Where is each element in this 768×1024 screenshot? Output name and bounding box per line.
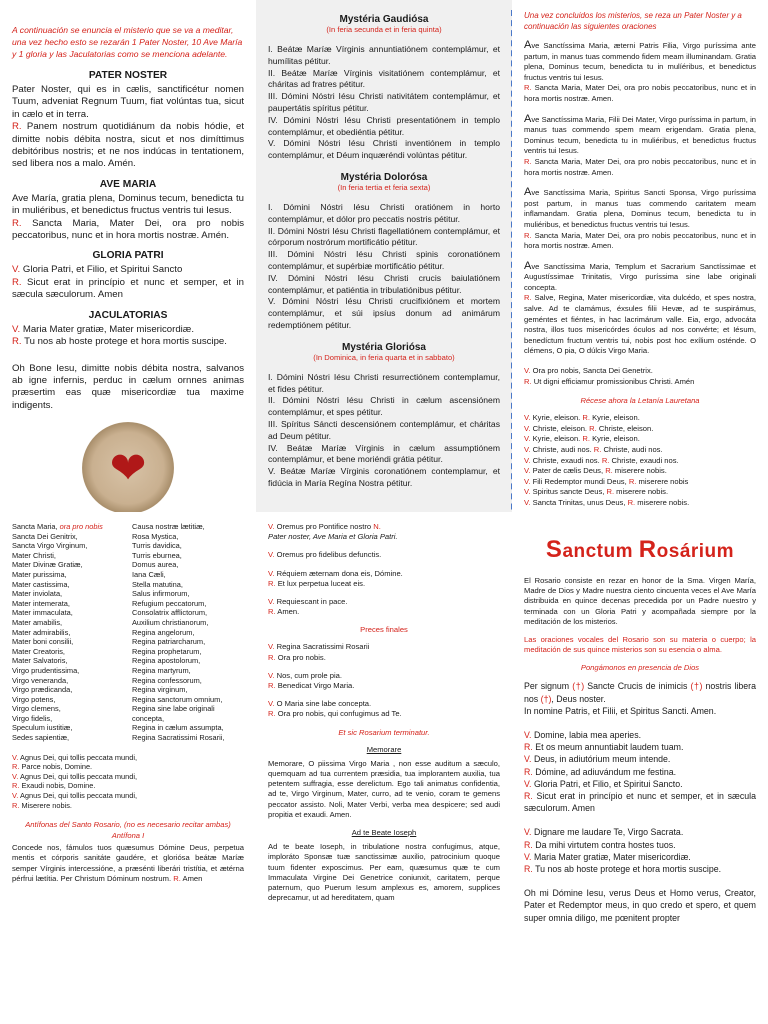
ora-pro-nobis-label: ora pro nobis	[59, 522, 103, 531]
list-item: Mater Christi,	[12, 550, 56, 560]
list-item: Regina prophetarum,	[132, 646, 202, 656]
list-item: Virgo prædicanda,	[12, 685, 73, 695]
list-item: Refugium peccatorum,	[132, 598, 207, 608]
litany-column-left	[12, 522, 124, 743]
list-item: Regina angelorum,	[132, 627, 195, 637]
jaculatorias-title: JACULATORIAS	[88, 309, 168, 321]
list-item: V. Kyrie, eleison. R. Kyrie, eleison.	[524, 413, 640, 423]
list-item: Iana Cæli,	[132, 569, 166, 579]
preces-finales-title: Preces finales	[360, 625, 408, 635]
gloria-patri-text: V. Gloria Patri, et Filio, et Spiritui Sancto R. Sicut erat in princípio et nunc et semper, et in sæcula sæculorum. Amen	[12, 264, 244, 301]
panel-mysteries	[256, 0, 512, 512]
panel-final-prayers	[512, 0, 768, 512]
list-item: Mater Divinæ Gratiæ,	[12, 560, 83, 570]
panel-prayers-basic	[0, 0, 256, 512]
pater-noster-text: Pater Noster, qui es in cælis, sanctificétur nomen Tuum, adveniat Regnum Tuum, fiat volúntas tua, sicut in cælo et in terra. R. Panem nostrum quotidiánum da nobis hódie, et dimitte nobis débita nostra, sicut et nos dimíttimus debitóribus nostris; et ne nos indúcas in tentationem, sed libera nos a malo. Amén.	[12, 84, 244, 170]
litany-columns	[12, 522, 244, 743]
ave-sanctissima-4: Ave Sanctíssima Maria, Templum et Sacrarium Sanctíssimae et Augustíssimae Trinitatis, Virgo puríssima sine labe originali concepta. R. Salve, Regina, Mater misericordiæ, vita dulcédo, et spes nostra, salve. Ad te clamámus, éxsules filii Hevæ, ad te suspirámus, geméntes et fiéntes, in hac lacrimárum valle. Eia, ergo, advocáta nostra, illos tuos misericórdes óculos ad nos convérte; et Iésum, benedíctum fructum ventris tui, nobis post hoc exílium osténde. O clémens, O pia, O dúlcis Virgo Maria.	[524, 259, 756, 356]
list-item: Sancta Maria, ora pro nobis	[12, 522, 103, 531]
list-item: Virgo prudentissima,	[12, 665, 80, 675]
list-item: Sancta Dei Genitrix,	[12, 531, 78, 541]
requiescant: V. Requiescant in pace. R. Amen.	[268, 597, 348, 617]
mysteria-gloriosa-list: I. Dómini Nóstri Iésu Christi resurrectiónem contemplamur, et fides pétitur. II. Dómini Nóstri Iésu Christi in cælum ascensiónem contemplámur, et spes pétitur. III. Spíritus Sáncti descensiónem contemplámur, et cháritas ad Deum pétitur. IV. Beátæ Maríæ Vírginis in cælum assumptiónem contemplámur, et bene moriéndi grátia pétitur. V. Beátæ Maríæ Vírginis coronatiónem contemplamur, et fidúcia in María Regína Nostra pétitur.	[268, 371, 500, 488]
rosary-description: El Rosario consiste en rezar en honor de la Sma. Virgen María, Madre de Dios y Madre nuestra ciento cincuenta veces el Ave María distribuida en quince decenas precedida por un Padre nuestro y terminada con un Gloria Patri y acompañada siempre por la meditación de los misterios.	[524, 576, 756, 626]
per-signum: Per signum (†) Sancte Crucis de inimicis (†) nostris libera nos (†), Deus noster. In nomine Patris, et Filii, et Spiritus Sancti. Amen.	[524, 681, 756, 716]
o-maria-sine-labe: V. O Maria sine labe concepta. R. Ora pro nobis, qui confugimus ad Te.	[268, 699, 402, 719]
oh-bone-iesu-text: Oh Bone Iesu, dimitte nobis débita nostra, salvanos ab igne infernis, perduc in cælum ornnes animas præsertim eas quæ misericordiæ tua maxime indigents.	[12, 362, 244, 411]
ave-sanctissima-3: Ave Sanctíssima Maria, Spiritus Sancti Sponsa, Virgo puríssima post partum, in manus tuas commendo caritatem meam inflamandam. Gratia plena, Dominus tecum, benedicta tu in muliéribus, et benedictus fructus ventris tui Iesus. R. Sancta Maria, Mater Dei, ora pro nobis peccatoribus, nunc et in hora mortis nostræ. Amen.	[524, 186, 756, 251]
list-item: Regina in cælum assumpta,	[132, 723, 224, 733]
list-item: Regina sanctorum omnium,	[132, 694, 223, 704]
presencia-de-dios: Pongámonos en presencia de Dios	[580, 663, 700, 673]
cover-title: Sanctum Rosárium	[545, 536, 735, 563]
memorare-text: Memorare, O piissima Virgo Maria , non esse auditum a sæculo, quemquam ad tua currentem præsidia, tua implorantem auxilia, tua petentem suffragia, esse derelictum. Ego tali animatus confidentia, ad te, Virgo Virginum, Mater, curro, ad te venio, coram te gemens peccator assisto. Noli, Mater Verbi, verba mea despicere; sed audi propitia et exaudi. Amen.	[268, 758, 500, 819]
memorare-title: Memorare	[366, 744, 402, 754]
list-item: Mater admirabilis,	[12, 627, 71, 637]
ad-te-beate-ioseph-text: Ad te beate Ioseph, in tribulatione nostra confugimus, atque, imploráto Sponsæ tuæ sanctissimæ auxilio, patrocinium quoque tuum fidenter exposcimus. Per eam, quæsumus quæ te cum Immaculata Virgine Dei Genetrice coniunxit, caritatem, perque paternum, quo Puerum Iesum amplexus es, amorem, supplices deprecamur, ut ad hereditatem, quam	[268, 842, 500, 903]
ave-maria-title: AVE MARIA	[99, 178, 157, 190]
list-item: Auxilium christianorum,	[132, 617, 209, 627]
list-item: R. Miserere nobis.	[12, 800, 72, 810]
list-item: Causa nostræ lætitiæ,	[132, 522, 205, 531]
rosary-essence: Las oraciones vocales del Rosario son su materia o cuerpo; la meditación de sus quince misterios son su esencia o alma.	[524, 635, 756, 655]
list-item: Regina martyrum,	[132, 665, 191, 675]
intro-text: A continuación se enuncia el misterio que se va a meditar, una vez hecho esto se rezarán 1 Pater Noster, 10 Ave María y 1 gloria y las Jaculatorias como se menciona adelante.	[12, 25, 243, 59]
list-item: R. Exaudi nobis, Domine.	[12, 781, 96, 791]
list-item: Regina apostolorum,	[132, 656, 201, 666]
list-item: Regina patriarcharum,	[132, 637, 206, 647]
mysteria-gloriosa-title: Mystéria Gloriósa	[342, 341, 426, 353]
list-item: Salus infirmorum,	[132, 589, 190, 599]
list-item: Stella matutina,	[132, 579, 183, 589]
list-item: Regina sine labe originali concepta,	[132, 704, 215, 723]
list-item: Consolatrix afflictorum,	[132, 608, 208, 618]
list-item: Rosa Mystica,	[132, 531, 179, 541]
hearts-icon: ❤	[109, 443, 147, 493]
oremus-defunctis: V. Oremus pro fidelibus defunctis.	[268, 550, 382, 560]
list-item: V. Agnus Dei, qui tollis peccata mundi,	[12, 791, 138, 801]
list-item: Mater castissima,	[12, 579, 70, 589]
final-prayers-intro: Una vez concluidos los misterios, se reza un Pater Noster y a continuación las siguientes oraciones	[524, 11, 742, 31]
sacred-hearts-image	[82, 422, 174, 512]
mysteria-gloriosa-days: (In Dominica, in feria quarta et in sabbato)	[313, 352, 455, 362]
opening-versicles: V. Domine, labia mea aperies. R. Et os meum annuntiabit laudem tuam. V. Deus, in adiutórium meum intende. R. Dómine, ad adiuvándum me festina. V. Gloria Patri, et Filio, et Spiritui Sancto. R. Sicut erat in princípio et nunc et semper, et in sæcula sæculorum. Amen	[524, 730, 756, 814]
litany-list	[524, 413, 756, 508]
list-item: Mater Salvatoris,	[12, 656, 68, 666]
oh-mi-domine-text: Oh mi Dómine Iesu, verus Deus et Homo verus, Creator, Pater et Redemptor meus, in quo credo et spero, et quem super omnia diligo, me pœnitent propter	[524, 888, 756, 923]
mysteria-dolorosa-list: I. Dómini Nóstri Iésu Christi oratiónem in horto contemplámur, et dólor pro peccatis nostris pétitur. II. Dómini Nóstri Iésu Christi flagellatiónem contemplámur, et córporum nostrórum mortificátio pétitur. III. Dómini Nóstri Iésu Christi spinis coronatiónem contemplámur, et supérbiæ mortificátio pétitur. IV. Dómini Nóstri Iésu Christi crucis baiulatiónem contemplámur, et patiéntia in tribulatiónibus pétitur. V. Dómini Nóstri Iésu Christi crucifixiónem et mortem contemplámur, et súi ipsíus donum ad animárum redemptiónem pétitur.	[268, 201, 500, 330]
list-item: Mater boni consilii,	[12, 637, 74, 647]
litany-column-right	[132, 522, 244, 743]
list-item: Mater inviolata,	[12, 589, 63, 599]
list-item: V. Christe, audi nos. R. Christe, audi nos.	[524, 445, 663, 454]
list-item: Sedes sapientiæ,	[12, 733, 70, 743]
list-item: Sancta Virgo Virginum,	[12, 541, 88, 551]
list-item: Virgo clemens,	[12, 704, 61, 714]
mysteria-gaudiosa-days: (In feria secunda et in feria quinta)	[326, 25, 442, 34]
list-item: V. Kyrie, eleison. R. Kyrie, eleison.	[524, 434, 640, 444]
ora-pro-nobis: V. Ora pro nobis, Sancta Dei Genetrix. R. Ut digni efficiamur promissionibus Christi. Amén	[524, 366, 695, 386]
list-item: Regina virginum,	[132, 685, 188, 695]
list-item: Regina confessorum,	[132, 675, 202, 685]
antiphons-title: Antífonas del Santo Rosario, (no es necesario recitar ambas)	[25, 820, 231, 830]
mysteria-gaudiosa-list: I. Beátæ Maríæ Vírginis annuntiatiónem contemplámur, et humílitas pétitur. II. Beátæ Maríæ Vírginis visitatiónem contemplámur, et cháritas ad fratres pétitur. III. Dómini Nóstri Iésu Christi nativitátem contemplámur, et paupertátis spíritus pétitur. IV. Dómini Nóstri Iésu Christi presentatiónem in templo contemplámur, et obediéntia pétitur. V. Dómini Nóstri Iésu Christi inventiónem in templo contemplámur, et Déum inquæréndi volúntas pétitur.	[268, 44, 500, 161]
antiphon-1-text: Concede nos, fámulos tuos quæsumus Dómine Deus, perpetua mentis et córporis sanitáte gaudére, et gloriósa beátæ Maríæ semper Vírginis intercessióne, a præsénti liberári tristítia, et ætérna pérfrui lætítia. Per Christum Dóminum nostrum. R. Amen	[12, 843, 244, 883]
list-item: Virgo fidelis,	[12, 713, 53, 723]
list-item: Mater amabilis,	[12, 617, 63, 627]
antiphon-1-title: Antífona I	[111, 831, 145, 841]
ave-sanctissima-1: Ave Sanctíssima Maria, æterni Patris Filia, Virgo puríssima ante partum, in manus tuas commendo fidem meam illuminandam. Gratia plena, Dominus tecum, benedicta tu in mulíéribus, et benedictus fructus ventris tui Iesus. R. Sancta Maria, Mater Dei, ora pro nobis peccatoribus, nunc et in hora mortis nostræ. Amen.	[524, 39, 756, 103]
agnus-dei-list	[12, 753, 244, 811]
list-item: V. Agnus Dei, qui tollis peccata mundi,	[12, 771, 138, 781]
mysteria-gaudiosa-title: Mystéria Gaudiósa	[339, 14, 429, 25]
list-item: R. Parce nobis, Domine.	[12, 762, 93, 772]
panel-closing-prayers	[256, 512, 512, 1024]
regina-rosarii: V. Regina Sacratissimi Rosarii R. Ora pro nobis.	[268, 642, 370, 662]
list-item: Mater immaculata,	[12, 608, 73, 618]
panel-litany-invocations	[0, 512, 256, 1024]
ad-te-beate-ioseph-title: Ad te Beate Ioseph	[351, 828, 417, 838]
list-item: Turris davidica,	[132, 541, 182, 551]
list-item: Mater intemerata,	[12, 598, 70, 608]
list-item: Domus aurea,	[132, 560, 179, 570]
list-item: Speculum iustitiæ,	[12, 723, 73, 733]
list-item: Regina Sacratissimi Rosarii,	[132, 733, 225, 743]
list-item: Mater purissima,	[12, 569, 67, 579]
dignare-versicles: V. Dignare me laudare Te, Virgo Sacrata. R. Da mihi virtutem contra hostes tuos. V. Maria Mater gratiæ, Mater misericordiæ. R. Tu nos ab hoste protege et hora mortis suscipe.	[524, 827, 722, 875]
list-item: V. Christe, exaudi nos. R. Christe, exaudi nos.	[524, 455, 679, 465]
list-item: V. Sancta Trinitas, unus Deus, R. miserere nobis.	[524, 497, 690, 507]
rosarium-terminatur: Et sic Rosarium terminatur.	[338, 727, 430, 737]
list-item: V. Agnus Dei, qui tollis peccata mundi,	[12, 752, 138, 762]
panel-cover	[512, 512, 768, 1024]
list-item: Turris eburnea,	[132, 550, 182, 560]
ave-sanctissima-2: Ave Sanctíssima Maria, Filii Dei Mater, Virgo puríssima in partum, in manus tuas commendo spem meam erigendam. Gratia plena, Dominus tecum, benedicta tu in muliéribus, et benedictus fructus ventris tui Iesus. R. Sancta Maria, Mater Dei, ora pro nobis peccatoribus, nunc et in hora mortis nostræ. Amen.	[524, 112, 756, 177]
nos-cum-prole: V. Nos, cum prole pia. R. Benedicat Virgo Maria.	[268, 670, 355, 691]
list-item: Virgo potens,	[12, 694, 56, 704]
mysteria-dolorosa-title: Mystéria Dolorósa	[340, 171, 428, 183]
oremus-pontifice: V. Oremus pro Pontifice nostro N. Pater noster, Ave Maria et Gloria Patri.	[268, 522, 398, 542]
requiem: V. Réquiem æternam dona eis, Dómine. R. Et lux perpetua luceat eis.	[268, 568, 403, 588]
list-item: V. Fili Redemptor mundi Deus, R. miserere nobis	[524, 476, 689, 486]
list-item: Virgo veneranda,	[12, 675, 69, 685]
letania-note: Récese ahora la Letanía Lauretana	[580, 396, 700, 406]
jaculatorias-text: V. Maria Mater gratiæ, Mater misericordiæ. R. Tu nos ab hoste protege et hora mortis suscipe.	[12, 323, 227, 348]
list-item: V. Spiritus sancte Deus, R. miserere nobis.	[524, 487, 669, 497]
mysteria-dolorosa-days: (In feria tertia et feria sexta)	[337, 182, 431, 192]
ave-maria-text: Ave María, gratia plena, Dominus tecum, benedicta tu in muliéribus, et benedictus fructus ventris tui Iesus. R. Sancta Maria, Mater Dei, ora pro nobis peccatoribus, nunc et in hora mortis nostræ. Amén.	[12, 192, 244, 242]
list-item: Mater Creatoris,	[12, 646, 65, 656]
list-item: V. Christe, eleison. R. Christe, eleison.	[524, 423, 654, 433]
list-item: V. Pater de cælis Deus, R. miserere nobis.	[524, 466, 667, 476]
pater-noster-title: PATER NOSTER	[88, 70, 168, 81]
gloria-patri-title: GLORIA PATRI	[92, 250, 164, 262]
